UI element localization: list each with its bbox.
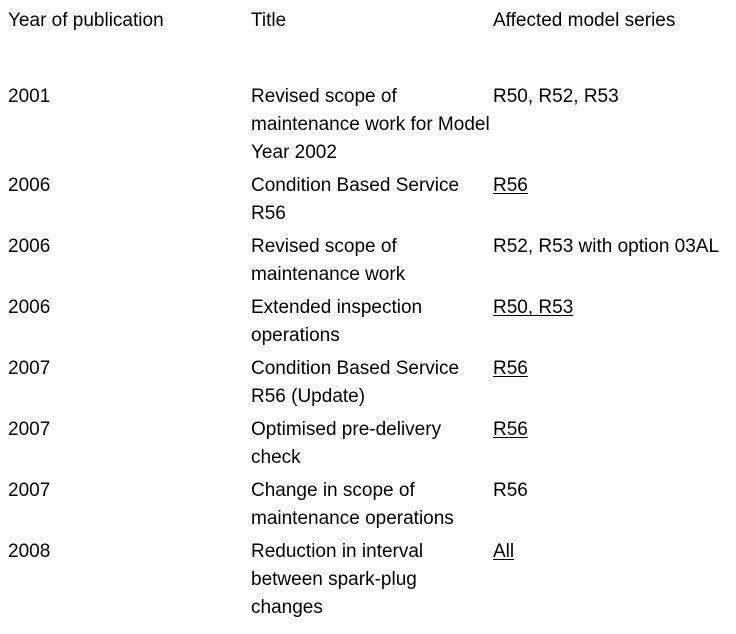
cell-title: Reduction in interval between spark-plug changes — [251, 541, 424, 618]
table-row — [8, 477, 728, 538]
series-link[interactable]: R56 — [493, 358, 528, 379]
table-row — [8, 538, 728, 627]
cell-year: 2007 — [8, 419, 51, 440]
cell-title: Extended inspection operations — [251, 297, 423, 346]
series-link[interactable]: R56 — [493, 175, 528, 196]
cell-year: 2006 — [8, 297, 51, 318]
cell-year: 2007 — [8, 358, 51, 379]
cell-title: Condition Based Service R56 — [251, 175, 460, 224]
cell-title: Revised scope of maintenance work for Model Year 2002 — [251, 86, 490, 163]
header-title: Title — [251, 10, 287, 31]
cell-title: Revised scope of maintenance work — [251, 236, 406, 285]
cell-title: Condition Based Service R56 (Update) — [251, 358, 460, 407]
cell-series — [493, 355, 728, 416]
cell-series: R50, R52, R53 — [493, 86, 619, 107]
series-link[interactable]: R50, R53 — [493, 297, 574, 318]
table-body — [8, 83, 728, 627]
series-link[interactable]: All — [493, 541, 515, 562]
cell-year: 2001 — [8, 86, 51, 107]
header-year: Year of publication — [8, 10, 164, 31]
header-row — [8, 7, 728, 83]
table-row — [8, 233, 728, 294]
publications-table — [8, 7, 728, 627]
cell-year: 2007 — [8, 480, 51, 501]
cell-series — [493, 172, 728, 233]
cell-series — [493, 416, 728, 477]
cell-series: R52, R53 with option 03AL — [493, 236, 720, 257]
table-row — [8, 172, 728, 233]
cell-year: 2008 — [8, 541, 51, 562]
cell-series — [493, 538, 728, 627]
cell-series: R56 — [493, 480, 528, 501]
series-link[interactable]: R56 — [493, 419, 528, 440]
cell-year: 2006 — [8, 175, 51, 196]
header-affected-series: Affected model series — [493, 10, 676, 31]
table-row — [8, 355, 728, 416]
cell-series — [493, 294, 728, 355]
cell-year: 2006 — [8, 236, 51, 257]
table-row — [8, 294, 728, 355]
table-row — [8, 83, 728, 172]
table-row — [8, 416, 728, 477]
table-header — [8, 7, 728, 83]
cell-title: Change in scope of maintenance operations — [251, 480, 454, 529]
cell-title: Optimised pre-delivery check — [251, 419, 442, 468]
